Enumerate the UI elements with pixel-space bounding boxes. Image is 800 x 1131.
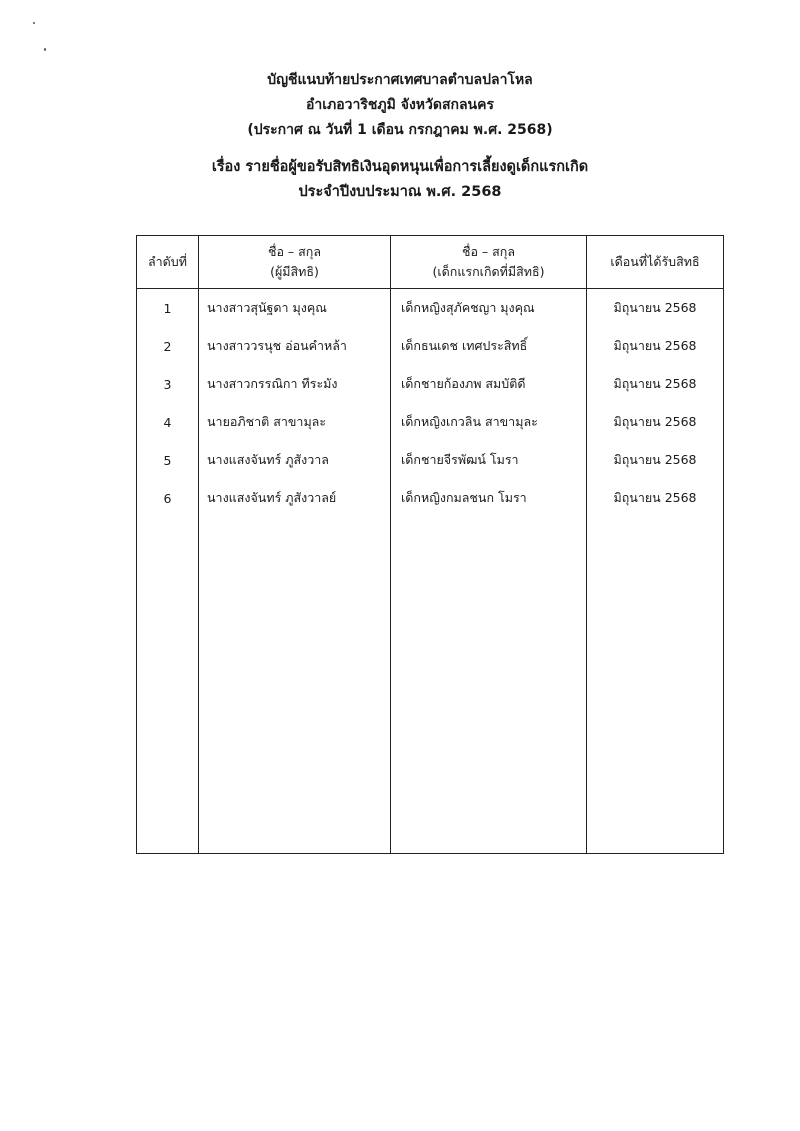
eligible-month: มิถุนายน 2568 (587, 327, 724, 365)
child-name: เด็กธนเดช เทศประสิทธิ์ (391, 327, 587, 365)
parent-name: นายอภิชาติ สาขามุละ (199, 403, 391, 441)
child-name: เด็กชายจีรพัฒน์ โมรา (391, 441, 587, 479)
table-row (137, 403, 724, 441)
fiscal-year: ประจำปีงบประมาณ พ.ศ. 2568 (298, 184, 502, 200)
table-row (137, 479, 724, 517)
row-number: 2 (137, 327, 199, 365)
child-name: เด็กชายก้องภพ สมบัติดี (391, 365, 587, 403)
row-number: 4 (137, 403, 199, 441)
attachment-title: บัญชีแนบท้ายประกาศเทศบาลตำบลปลาโหล (267, 72, 533, 88)
row-number: 1 (137, 289, 199, 328)
parent-name: นางแสงจันทร์ ภูสังวาลย์ (199, 479, 391, 517)
child-name: เด็กหญิงกมลชนก โมรา (391, 479, 587, 517)
child-name: เด็กหญิงสุภัคชญา มุงคุณ (391, 289, 587, 328)
eligible-month: มิถุนายน 2568 (587, 479, 724, 517)
parent-name: นางสาววรนุช อ่อนคำหล้า (199, 327, 391, 365)
announcement-date: (ประกาศ ณ วันที่ 1 เดือน กรกฎาคม พ.ศ. 2568) (247, 122, 553, 138)
eligible-month: มิถุนายน 2568 (587, 289, 724, 328)
table-empty-space (137, 517, 724, 854)
table-row (137, 365, 724, 403)
eligible-month: มิถุนายน 2568 (587, 403, 724, 441)
document-header (0, 68, 800, 205)
header-month: เดือนที่ได้รับสิทธิ (587, 236, 724, 289)
row-number: 5 (137, 441, 199, 479)
header-child: ชื่อ – สกุล (เด็กแรกเกิดที่มีสิทธิ) (391, 236, 587, 289)
parent-name: นางสาวกรรณิกา ทีระมัง (199, 365, 391, 403)
eligible-month: มิถุนายน 2568 (587, 441, 724, 479)
parent-name: นางสาวสุนัฐดา มุงคุณ (199, 289, 391, 328)
district-province: อำเภอวาริชภูมิ จังหวัดสกลนคร (305, 97, 495, 113)
header-parent: ชื่อ – สกุล (ผู้มีสิทธิ) (199, 236, 391, 289)
eligible-month: มิถุนายน 2568 (587, 365, 724, 403)
table-row (137, 441, 724, 479)
parent-name: นางแสงจันทร์ ภูสังวาล (199, 441, 391, 479)
table-row (137, 289, 724, 328)
header-no: ลำดับที่ (137, 236, 199, 289)
table-header (137, 236, 724, 289)
scan-speck (33, 22, 35, 24)
row-number: 3 (137, 365, 199, 403)
child-name: เด็กหญิงเกวลิน สาขามุละ (391, 403, 587, 441)
subject-title: เรื่อง รายชื่อผู้ขอรับสิทธิเงินอุดหนุนเพื่อการเลี้ยงดูเด็กแรกเกิด (211, 159, 589, 175)
row-number: 6 (137, 479, 199, 517)
table-row (137, 327, 724, 365)
beneficiary-table (136, 235, 724, 854)
scan-speck (44, 48, 46, 51)
